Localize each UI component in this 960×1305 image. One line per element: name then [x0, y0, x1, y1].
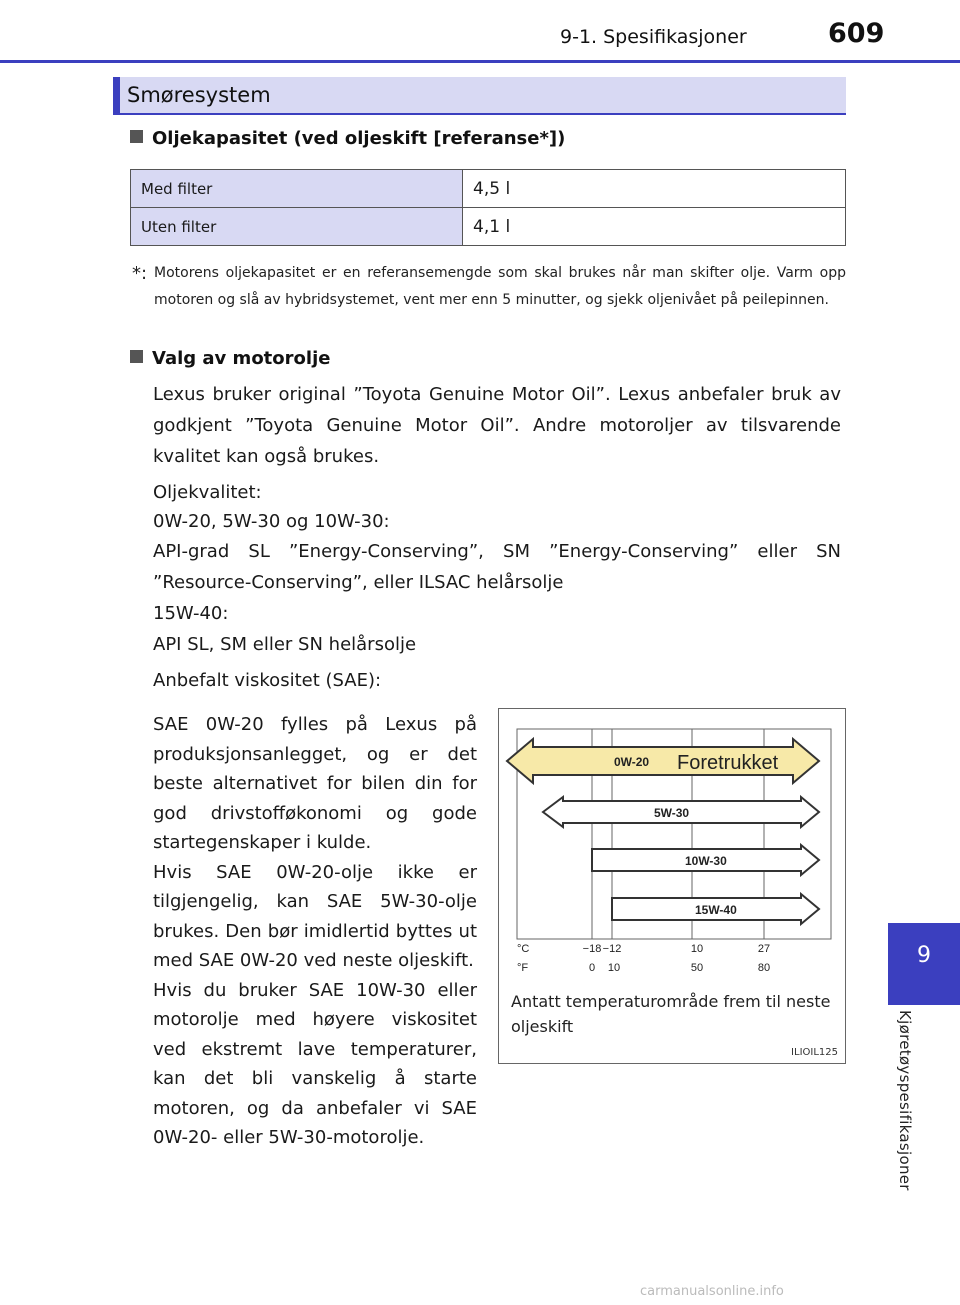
footnote-text: Motorens oljekapasitet er en referansemengde som skal brukes når man skifter olje. Varm opp motoren og slå av hybridsystemet, vent mer enn 5 minutter, og sjekk oljenivået på peilepinnen.	[154, 265, 846, 308]
grade-label-10w30: 10W-30	[685, 854, 727, 868]
grade-group-1: 0W-20, 5W-30 og 10W-30:	[153, 511, 390, 532]
chapter-number: 9	[917, 943, 931, 968]
grade-label-0w20: 0W-20	[614, 755, 650, 769]
subheading-oil-choice-text: Valg av motorolje	[152, 348, 331, 369]
grade-group-2-spec: API SL, SM eller SN helårsolje	[153, 634, 417, 655]
oil-quality-label: Oljekvalitet:	[153, 482, 262, 503]
tick-label-c: 27	[757, 943, 771, 955]
square-bullet-icon	[130, 130, 143, 143]
viscosity-body-1: SAE 0W-20 fylles på Lexus på produksjonsanlegget, og er det beste alternativet for bilen din for god drivstofføkonomi og gode startegenskaper i kulde.	[153, 714, 477, 853]
viscosity-body	[153, 710, 477, 1153]
square-bullet-icon	[130, 350, 143, 363]
table-cell-value: 4,1 l	[463, 208, 846, 246]
table-cell-label: Uten filter	[131, 208, 463, 246]
viscosity-label: Anbefalt viskositet (SAE):	[153, 670, 382, 691]
figure-id: ILIOIL125	[791, 1047, 838, 1058]
unit-fahrenheit: °F	[517, 962, 529, 974]
viscosity-temperature-figure	[498, 708, 846, 1064]
grade-label-15w40: 15W-40	[695, 903, 737, 917]
subheading-oil-capacity-text: Oljekapasitet (ved oljeskift [referanse*])	[152, 128, 566, 149]
section-accent	[113, 77, 120, 113]
subheading-oil-capacity	[130, 128, 565, 149]
grade-label-5w30: 5W-30	[654, 806, 690, 820]
header-section-title: 9-1. Spesifikasjoner	[560, 26, 747, 48]
table-cell-label: Med filter	[131, 170, 463, 208]
tick-label-f: 80	[757, 962, 771, 974]
unit-celsius: °C	[517, 943, 530, 955]
oil-choice-intro: Lexus bruker original ”Toyota Genuine Motor Oil”. Lexus anbefaler bruk av godkjent ”Toyota Genuine Motor Oil”. Andre motoroljer av tilsvarende kvalitet kan også brukes.	[153, 384, 841, 467]
viscosity-body-2: Hvis SAE 0W-20-olje ikke er tilgjengelig, kan SAE 5W-30-olje brukes. Den bør imidlertid byttes ut med SAE 0W-20 ved neste oljeskift.	[153, 861, 477, 971]
tick-label-f: 0	[588, 962, 596, 974]
header-rule	[0, 60, 960, 63]
figure-caption: Antatt temperaturområde frem til neste oljeskift	[511, 992, 831, 1036]
grade-group-1-spec: API-grad SL ”Energy-Conserving”, SM ”Energy-Conserving” eller SN ”Resource-Conserving”, eller ILSAC helårsolje	[153, 541, 841, 593]
table-row	[131, 208, 846, 246]
page-number: 609	[828, 18, 885, 49]
chapter-tab	[888, 923, 960, 1005]
table-row	[131, 170, 846, 208]
section-title: Smøresystem	[127, 83, 271, 107]
table-cell-value: 4,5 l	[463, 170, 846, 208]
grade-group-2: 15W-40:	[153, 603, 229, 624]
watermark: carmanualsonline.info	[640, 1284, 784, 1299]
tick-label-f: 50	[690, 962, 704, 974]
subheading-oil-choice	[130, 348, 330, 369]
tick-label-f: 10	[607, 962, 621, 974]
section-header	[113, 77, 846, 115]
tick-label-c: −18	[582, 943, 602, 955]
footnote-marker: *:	[132, 263, 148, 284]
tick-label-c: 10	[690, 943, 704, 955]
chapter-label	[888, 1010, 928, 1220]
viscosity-body-3: Hvis du bruker SAE 10W-30 eller motorolje med høyere viskositet ved ekstremt lave temperaturer, kan det bli vanskelig å starte motoren, og da anbefaler vi SAE 0W-20- eller 5W-30-motorolje.	[153, 979, 477, 1148]
chapter-label-text: Kjøretøyspesifikasjoner	[896, 1010, 914, 1191]
oil-capacity-table	[130, 169, 846, 246]
tick-label-c: −12	[602, 943, 622, 955]
preferred-label: Foretrukket	[677, 752, 779, 774]
